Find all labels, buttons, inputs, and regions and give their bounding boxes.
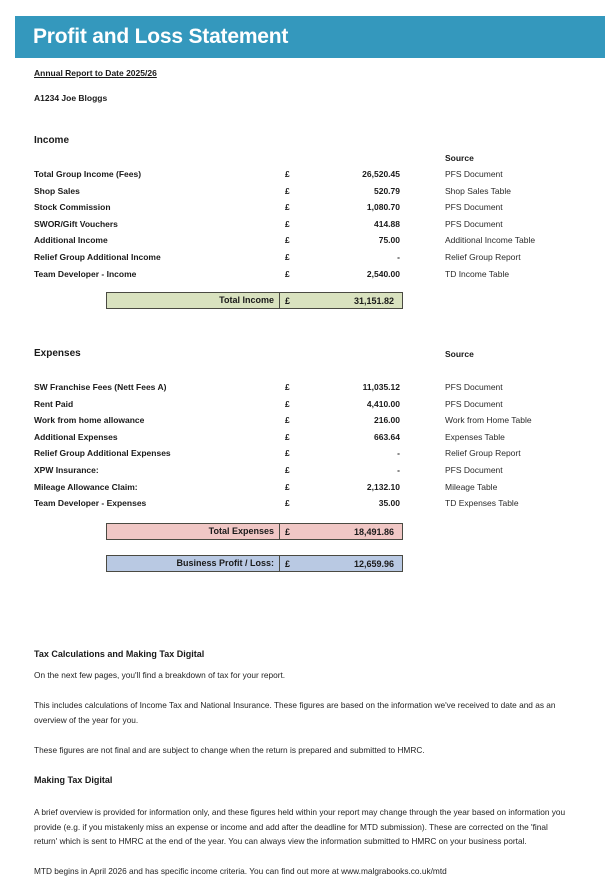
line-item-label: Relief Group Additional Income	[34, 251, 161, 262]
business-profit-loss-label: Business Profit / Loss:	[107, 556, 280, 571]
line-item-label: SWOR/Gift Vouchers	[34, 218, 118, 229]
business-profit-loss-box	[106, 555, 403, 572]
line-item-label: Team Developer - Expenses	[34, 498, 147, 509]
line-item-currency: £	[285, 169, 290, 179]
line-item-row	[0, 235, 616, 252]
line-item-source: PFS Document	[445, 464, 503, 475]
total-expenses-currency: £	[285, 526, 291, 537]
line-item-row	[0, 169, 616, 186]
line-item-label: Additional Income	[34, 235, 108, 246]
line-item-row	[0, 465, 616, 482]
line-item-source: Mileage Table	[445, 481, 498, 492]
line-item-row	[0, 432, 616, 449]
line-item-source: Additional Income Table	[445, 235, 536, 246]
tax-paragraph-2: This includes calculations of Income Tax and National Insurance. These figures are based on the information we've received to date and as an overview of the year for you.	[34, 700, 556, 725]
account-holder-line: A1234 Joe Bloggs	[34, 93, 108, 103]
line-item-amount: 35.00	[378, 498, 400, 509]
line-item-amount: 1,080.70	[366, 202, 400, 213]
line-item-source: PFS Document	[445, 169, 503, 179]
line-item-amount: 11,035.12	[362, 382, 400, 392]
page-title: Profit and Loss Statement	[33, 25, 289, 48]
line-item-source: Relief Group Report	[445, 251, 521, 262]
income-source-column-header: Source	[445, 153, 474, 163]
line-item-label: Mileage Allowance Claim:	[34, 481, 138, 492]
line-item-source: PFS Document	[445, 202, 503, 213]
line-item-amount: -	[397, 251, 400, 262]
line-item-currency: £	[285, 268, 290, 279]
line-item-row	[0, 448, 616, 465]
business-profit-loss-currency: £	[285, 558, 291, 569]
line-item-label: Work from home allowance	[34, 415, 145, 426]
line-item-row	[0, 252, 616, 269]
total-income-amount: 31,151.82	[353, 295, 394, 306]
total-expenses-box	[106, 523, 403, 540]
line-item-label: Total Group Income (Fees)	[34, 169, 142, 179]
line-item-source: Work from Home Table	[445, 415, 532, 426]
line-item-source: PFS Document	[445, 382, 503, 392]
line-item-amount: 216.00	[374, 415, 400, 426]
line-item-amount: 4,410.00	[366, 398, 400, 409]
title-banner	[15, 16, 605, 58]
line-item-label: Stock Commission	[34, 202, 111, 213]
total-expenses-amount: 18,491.86	[353, 526, 394, 537]
line-item-currency: £	[285, 464, 290, 475]
line-item-currency: £	[285, 251, 290, 262]
line-item-row	[0, 202, 616, 219]
line-item-currency: £	[285, 185, 290, 196]
business-profit-loss-amount: 12,659.96	[353, 558, 394, 569]
line-item-row	[0, 399, 616, 416]
line-item-row	[0, 382, 616, 399]
tax-section-heading: Tax Calculations and Making Tax Digital	[34, 649, 205, 659]
line-item-row	[0, 269, 616, 286]
expenses-rows	[0, 382, 616, 515]
total-income-currency: £	[285, 295, 291, 306]
line-item-amount: 520.79	[374, 185, 400, 196]
line-item-label: Rent Paid	[34, 398, 74, 409]
line-item-currency: £	[285, 218, 290, 229]
line-item-label: XPW Insurance:	[34, 464, 99, 475]
line-item-amount: 663.64	[374, 431, 400, 442]
tax-paragraph-1: On the next few pages, you'll find a breakdown of tax for your report.	[34, 670, 286, 680]
total-income-box	[106, 292, 403, 309]
line-item-currency: £	[285, 498, 290, 509]
line-item-currency: £	[285, 415, 290, 426]
line-item-amount: -	[397, 448, 400, 459]
line-item-row	[0, 186, 616, 203]
line-item-row	[0, 482, 616, 499]
expenses-section-heading: Expenses	[34, 348, 81, 359]
line-item-source: Shop Sales Table	[445, 185, 512, 196]
line-item-row	[0, 498, 616, 515]
mtd-paragraph-1: A brief overview is provided for information only, and these figures held within your report may change through the year based on information you provide (e.g. if you mistakenly miss an expense or income and add after the deadline for MTD submission). These are corrected on the 'final return' which is sent to HMRC at the end of the year. You can always view the information submitted to HMRC on your business portal.	[34, 807, 566, 847]
line-item-currency: £	[285, 235, 290, 246]
mtd-paragraph-2: MTD begins in April 2026 and has specific income criteria. You can find out more at www.malgrabooks.co.uk/mtd	[34, 866, 447, 876]
income-section-heading: Income	[34, 135, 70, 146]
line-item-amount: 2,132.10	[366, 481, 400, 492]
report-subtitle: Annual Report to Date 2025/26	[34, 68, 157, 78]
line-item-amount: 414.88	[374, 218, 400, 229]
line-item-amount: 75.00	[378, 235, 400, 246]
line-item-label: Relief Group Additional Expenses	[34, 448, 171, 459]
line-item-amount: 26,520.45	[362, 169, 400, 179]
line-item-currency: £	[285, 398, 290, 409]
line-item-row	[0, 219, 616, 236]
line-item-currency: £	[285, 448, 290, 459]
line-item-amount: 2,540.00	[366, 268, 400, 279]
income-rows	[0, 169, 616, 285]
line-item-amount: -	[397, 464, 400, 475]
total-expenses-label: Total Expenses	[107, 524, 280, 539]
line-item-row	[0, 415, 616, 432]
expenses-source-column-header: Source	[445, 349, 474, 359]
line-item-label: Team Developer - Income	[34, 268, 137, 279]
line-item-currency: £	[285, 382, 290, 392]
line-item-source: TD Expenses Table	[445, 498, 519, 509]
line-item-source: TD Income Table	[445, 268, 510, 279]
line-item-label: SW Franchise Fees (Nett Fees A)	[34, 382, 167, 392]
line-item-source: Relief Group Report	[445, 448, 521, 459]
line-item-currency: £	[285, 481, 290, 492]
line-item-currency: £	[285, 431, 290, 442]
line-item-source: Expenses Table	[445, 431, 505, 442]
line-item-label: Additional Expenses	[34, 431, 118, 442]
line-item-source: PFS Document	[445, 218, 503, 229]
line-item-label: Shop Sales	[34, 185, 80, 196]
tax-paragraph-3: These figures are not final and are subject to change when the return is prepared and submitted to HMRC.	[34, 745, 425, 755]
mtd-heading: Making Tax Digital	[34, 775, 113, 785]
total-income-label: Total Income	[107, 293, 280, 308]
line-item-currency: £	[285, 202, 290, 213]
line-item-source: PFS Document	[445, 398, 503, 409]
